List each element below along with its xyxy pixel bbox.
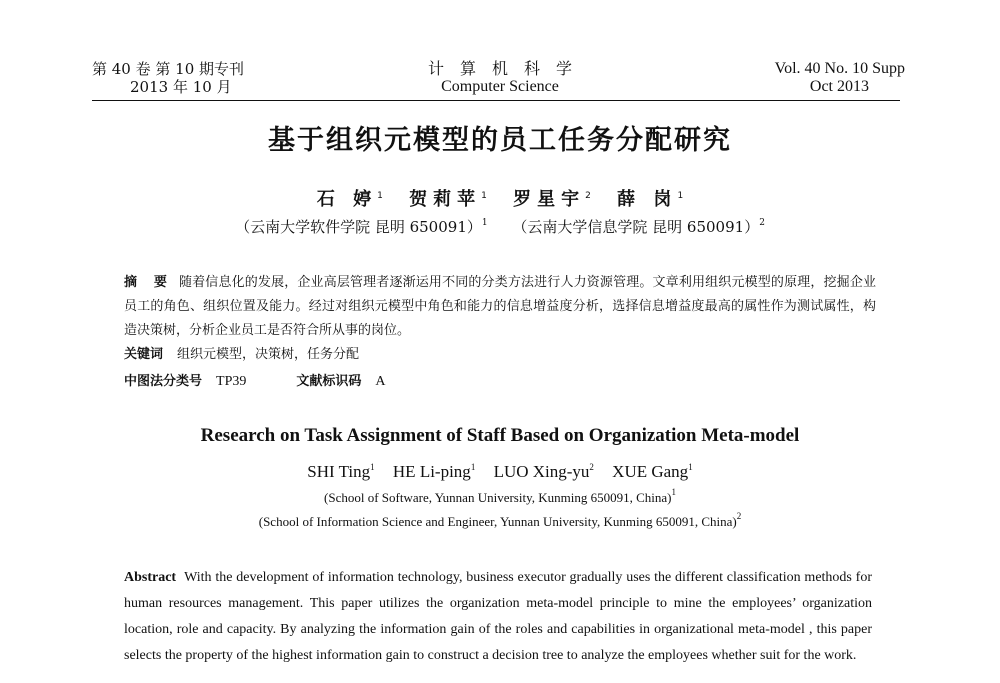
- author-cn: 薛 岗$^1$: [617, 189, 684, 210]
- author-en: SHI Ting$^1$: [307, 462, 375, 481]
- abstract-label-en: Abstract: [124, 570, 177, 585]
- author-en: HE Li-ping$^1$: [392, 462, 476, 481]
- abstract-en: [124, 565, 872, 669]
- journal-name-en: Computer Science: [441, 78, 559, 95]
- journal-issue-info: [92, 60, 244, 96]
- journal-name: [350, 60, 650, 96]
- keywords-cn: [124, 343, 359, 362]
- clc-value: TP39: [216, 374, 247, 389]
- author-cn: 罗星宇$^2$: [513, 189, 591, 210]
- clc-label: 中图法分类号: [124, 374, 203, 389]
- abstract-label-cn: 摘 要: [124, 275, 173, 290]
- affiliation-en: (School of Information Science and Engineer, Yunnan University, Kunming 650091, China)$^2$: [258, 511, 742, 529]
- paper-title-cn: 基于组织元模型的员工任务分配研究: [268, 125, 732, 156]
- abstract-text-cn: 随着信息化的发展，企业高层管理者逐渐运用不同的分类方法进行人力资源管理。文章利用组织元模型的原理，挖掘企业员工的角色、组织位置及能力。经过对组织元模型中角色和能力的信息增益度分析，选择信息增益度最高的属性作为测试属性，构造决策树，分析企业员工是否符合所从事的岗位。: [124, 275, 876, 338]
- author-cn: 石 婷$^1$: [316, 189, 383, 210]
- affiliation-cn: （云南大学信息学院 昆明 650091）$^2$: [512, 218, 765, 236]
- affiliation-cn: （云南大学软件学院 昆明 650091）$^1$: [235, 218, 488, 236]
- issue-date-en: Oct 2013: [809, 78, 869, 95]
- classification-line: [124, 370, 386, 390]
- author-en: XUE Gang$^1$: [612, 462, 693, 481]
- doc-code-value: A: [375, 374, 386, 389]
- author-list-cn: [0, 185, 1000, 211]
- journal-name-cn: 计算机科学: [427, 59, 588, 78]
- abstract-cn: [124, 271, 876, 343]
- volume-number-en: Vol. 40 No. 10 Supp: [774, 60, 905, 77]
- keywords-label: 关键词: [124, 347, 164, 362]
- doc-code-label: 文献标识码: [296, 374, 362, 389]
- abstract-text-en: With the development of information technology, business executor gradually uses the different classification methods for human resources management. This paper utilizes the organization meta-model principle to mine the employees’ organization location, role and capacity. By analyzing the information gain of the roles and capabilities in organizational meta-model , this paper selects the property of the highest information gain to construct a decision tree to analyze the employees whether suit for the work.: [124, 570, 872, 663]
- header-rule: [92, 100, 900, 101]
- affiliations-cn: [0, 216, 1000, 237]
- keywords-text: 组织元模型，决策树，任务分配: [177, 347, 360, 362]
- issue-date-cn: 2013 年 10 月: [130, 78, 232, 96]
- author-en: LUO Xing-$yu^2$: [493, 462, 594, 481]
- author-cn: 贺莉苹$^1$: [409, 189, 487, 210]
- affiliation-en: (School of Software, Yunnan University, Kunming 650091, China)$^1$: [324, 487, 676, 505]
- journal-volume-en: [775, 60, 905, 96]
- paper-title-en: Research on Task Assignment of Staff Based on Organization Meta-model: [200, 425, 800, 446]
- volume-issue: 第 40 卷 第 10 期专刊: [92, 60, 245, 78]
- author-list-en: [0, 462, 1000, 482]
